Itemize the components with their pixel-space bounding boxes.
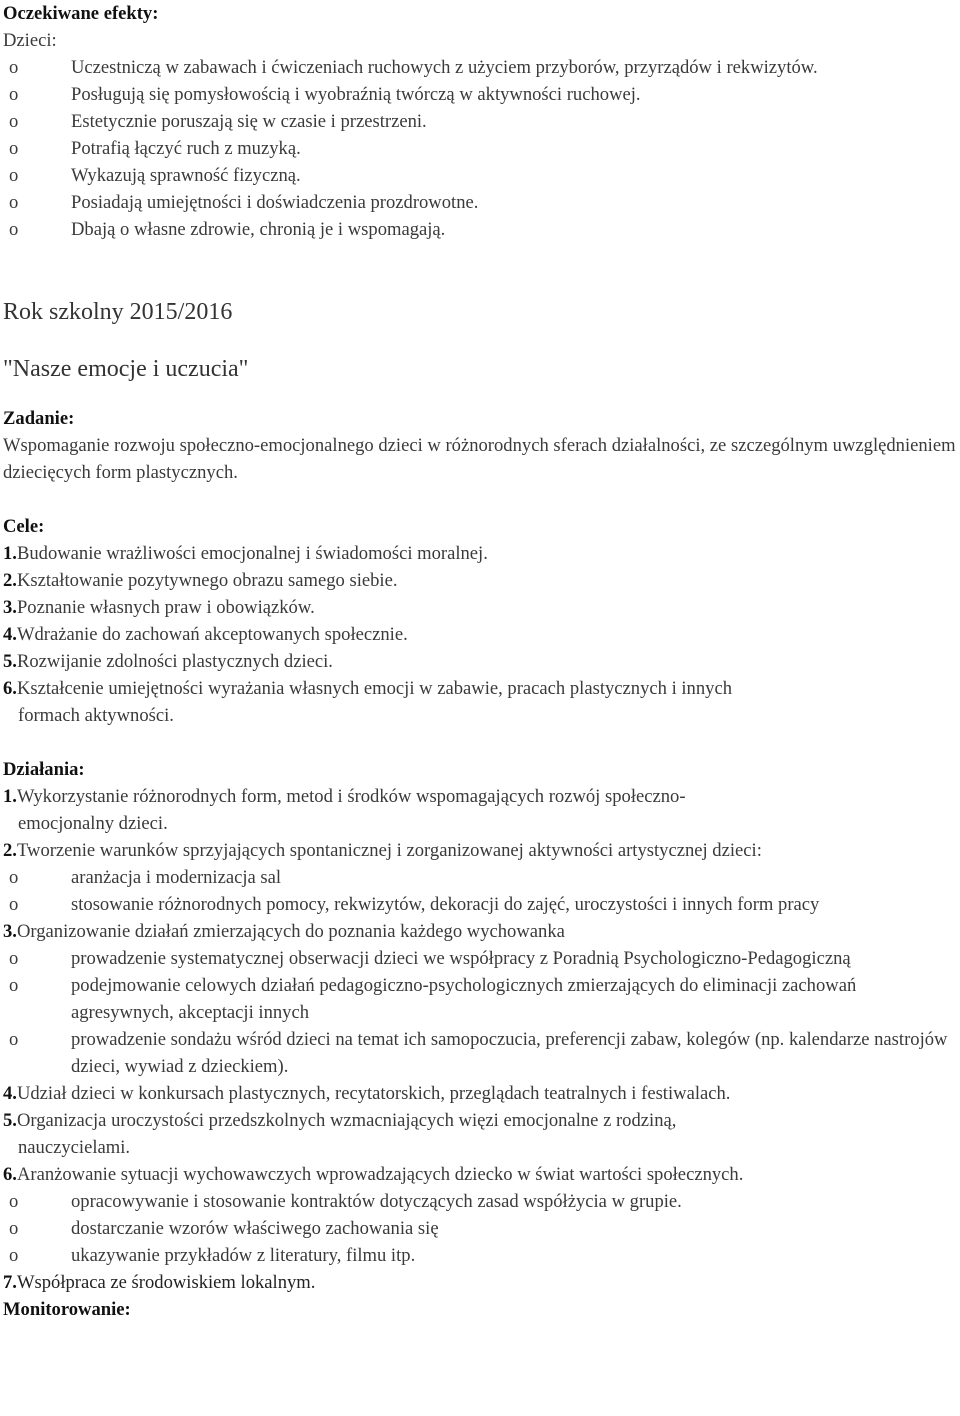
- list-item: 2. Tworzenie warunków sprzyjających spontanicznej i zorganizowanej aktywności artystycznej dzieci: o aranżacja i modernizacja sal o stosowanie różnorodnych pomocy, rekwizytów, dekoracji do zajęć, uroczystości i innych form pracy: [3, 837, 960, 918]
- list-item: o ukazywanie przykładów z literatury, filmu itp.: [9, 1245, 416, 1266]
- expected-effects-list: [3, 54, 960, 243]
- list-item: o Potrafią łączyć ruch z muzyką.: [9, 138, 301, 159]
- actions-heading: Działania:: [3, 759, 85, 780]
- monitoring-heading: Monitorowanie:: [3, 1299, 131, 1320]
- list-item: o prowadzenie sondażu wśród dzieci na temat ich samopoczucia, preferencji zabaw, kolegów (np. kalendarze nastrojów dzieci, wywiad z dzieckiem).: [9, 1029, 948, 1077]
- list-item: 3. Organizowanie działań zmierzających do poznania każdego wychowanka o prowadzenie systematycznej obserwacji dzieci we współpracy z Poradnią Psychologiczno-Pedagogiczną o podejmowanie celowych działań pedagogiczno-psychologicznych zmierzających do eliminacji zachowań agresywnych, akceptacji innych o prowadzenie sondażu wśród dzieci na temat ich samopoczucia, preferencji zabaw, kolegów (np. kalendarze nastrojów dzieci, wywiad z dzieckiem).: [3, 918, 960, 1080]
- task-heading: Zadanie:: [3, 408, 75, 429]
- list-item: o aranżacja i modernizacja sal: [9, 867, 282, 888]
- theme-title: "Nasze emocje i uczucia": [3, 356, 249, 382]
- list-item: 2. Kształtowanie pozytywnego obrazu samego siebie.: [3, 570, 398, 591]
- list-item: 7. Współpraca ze środowiskiem lokalnym.: [3, 1272, 316, 1293]
- list-item: 4. Udział dzieci w konkursach plastycznych, recytatorskich, przeglądach teatralnych i festiwalach.: [3, 1083, 731, 1104]
- children-subheading: Dzieci:: [3, 30, 57, 51]
- list-item: 5. Organizacja uroczystości przedszkolnych wzmacniających więzi emocjonalne z rodziną, nauczycielami.: [3, 1110, 677, 1158]
- list-item: o Uczestniczą w zabawach i ćwiczeniach ruchowych z użyciem przyborów, przyrządów i rekwizytów.: [9, 57, 818, 78]
- list-item: 5. Rozwijanie zdolności plastycznych dzieci.: [3, 651, 333, 672]
- list-item: 1. Budowanie wrażliwości emocjonalnej i świadomości moralnej.: [3, 543, 488, 564]
- list-item: o stosowanie różnorodnych pomocy, rekwizytów, dekoracji do zajęć, uroczystości i innych form pracy: [9, 894, 820, 915]
- list-item: o prowadzenie systematycznej obserwacji dzieci we współpracy z Poradnią Psychologiczno-Pedagogiczną: [9, 948, 851, 969]
- list-item: o Wykazują sprawność fizyczną.: [9, 165, 301, 186]
- list-item: 6. Kształcenie umiejętności wyrażania własnych emocji w zabawie, pracach plastycznych i innych formach aktywności.: [3, 678, 732, 726]
- list-item: 3. Poznanie własnych praw i obowiązków.: [3, 597, 315, 618]
- list-item: 1. Wykorzystanie różnorodnych form, metod i środków wspomagających rozwój społeczno- emocjonalny dzieci.: [3, 786, 686, 834]
- list-item: o podejmowanie celowych działań pedagogiczno-psychologicznych zmierzających do eliminacji zachowań agresywnych, akceptacji innych: [9, 975, 857, 1023]
- goals-list: [3, 540, 960, 729]
- expected-effects-heading: Oczekiwane efekty:: [3, 3, 159, 24]
- list-item: o opracowywanie i stosowanie kontraktów dotyczących zasad współżycia w grupie.: [9, 1191, 682, 1212]
- school-year-title: Rok szkolny 2015/2016: [3, 299, 233, 325]
- list-item: o Posługują się pomysłowością i wyobraźnią twórczą w aktywności ruchowej.: [9, 84, 641, 105]
- list-item: o Posiadają umiejętności i doświadczenia prozdrowotne.: [9, 192, 479, 213]
- list-item: 6. Aranżowanie sytuacji wychowawczych wprowadzających dziecko w świat wartości społecznych. o opracowywanie i stosowanie kontraktów dotyczących zasad współżycia w grupie. o dostarczanie wzorów właściwego zachowania się o ukazywanie przykładów z literatury, filmu itp.: [3, 1161, 960, 1269]
- task-text: Wspomaganie rozwoju społeczno-emocjonalnego dzieci w różnorodnych sferach działalności, ze szczególnym uwzględnieniem dziecięcych form plastycznych.: [3, 435, 956, 483]
- list-item: o dostarczanie wzorów właściwego zachowania się: [9, 1218, 439, 1239]
- list-item: o Estetycznie poruszają się w czasie i przestrzeni.: [9, 111, 427, 132]
- goals-heading: Cele:: [3, 516, 45, 537]
- list-item: o Dbają o własne zdrowie, chronią je i wspomagają.: [9, 219, 446, 240]
- actions-list: [3, 783, 960, 1296]
- list-item: 4. Wdrażanie do zachowań akceptowanych społecznie.: [3, 624, 408, 645]
